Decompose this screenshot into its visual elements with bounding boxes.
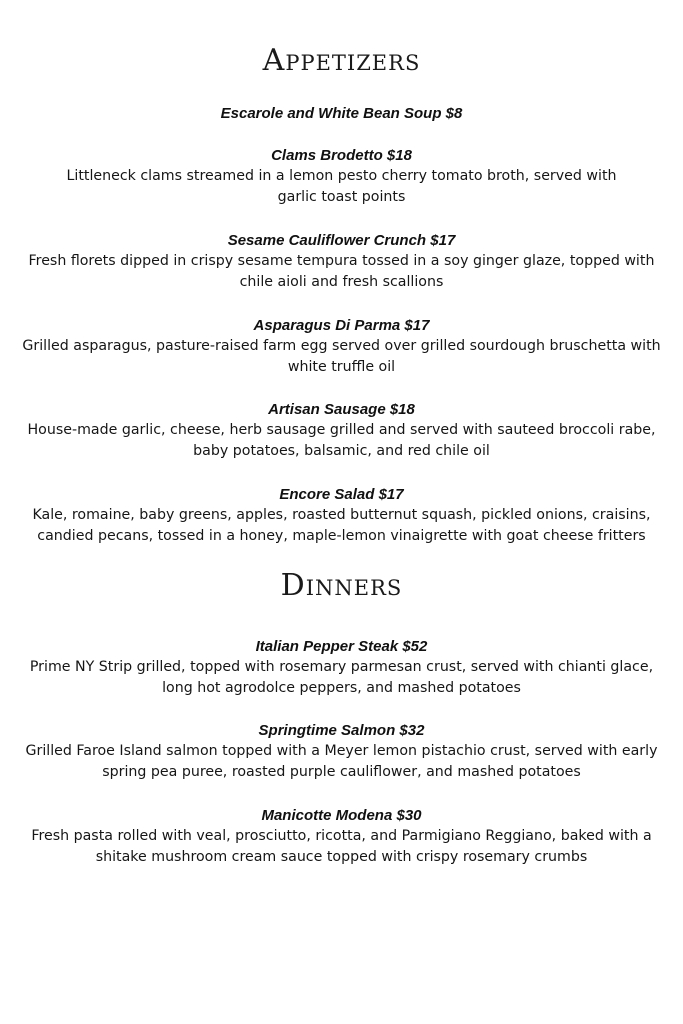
menu-item-springtime-salmon (4, 720, 679, 783)
item-name: Sesame Cauliflower Crunch $17 (227, 232, 456, 249)
item-description-line: Fresh pasta rolled with veal, prosciutto, ricotta, and Parmigiano Reggiano, baked with a (31, 828, 652, 844)
item-description-line: Fresh florets dipped in crispy sesame tempura tossed in a soy ginger glaze, topped with (28, 253, 655, 269)
menu-item-encore-salad (4, 484, 679, 547)
appetizers-heading: Appetizers (262, 43, 421, 78)
dinners-heading: Dinners (280, 568, 403, 603)
item-description-line: Grilled Faroe Island salmon topped with a Meyer lemon pistachio crust, served with early (25, 743, 658, 759)
item-description-line: Littleneck clams streamed in a lemon pesto cherry tomato broth, served with (66, 168, 617, 184)
item-description-line: baby potatoes, balsamic, and red chile oil (193, 443, 490, 459)
item-name: Asparagus Di Parma $17 (253, 317, 430, 334)
menu-item-clams-brodetto (4, 145, 679, 208)
item-description-line: candied pecans, tossed in a honey, maple-lemon vinaigrette with goat cheese fritters (37, 528, 646, 544)
item-name: Escarole and White Bean Soup $8 (220, 105, 463, 122)
item-description-line: Grilled asparagus, pasture-raised farm egg served over grilled sourdough bruschetta with (22, 338, 661, 354)
item-description-line: Prime NY Strip grilled, topped with rosemary parmesan crust, served with chianti glace, (29, 659, 654, 675)
item-description-line: Kale, romaine, baby greens, apples, roasted butternut squash, pickled onions, craisins, (32, 507, 651, 523)
menu-item-manicotte-modena (4, 805, 679, 868)
item-description-line: white truffle oil (287, 359, 396, 375)
item-description-line: garlic toast points (277, 189, 406, 205)
item-name: Springtime Salmon $32 (258, 722, 425, 739)
item-name: Artisan Sausage $18 (268, 401, 415, 418)
menu-item-artisan-sausage (4, 399, 679, 462)
item-name: Encore Salad $17 (279, 486, 404, 503)
item-description-line: chile aioli and fresh scallions (239, 274, 444, 290)
menu-item-asparagus-di-parma (4, 315, 679, 378)
item-name: Clams Brodetto $18 (271, 147, 412, 164)
item-name: Italian Pepper Steak $52 (255, 638, 428, 655)
menu-item-sesame-cauliflower (4, 230, 679, 293)
item-description-line: long hot agrodolce peppers, and mashed potatoes (162, 680, 521, 696)
item-name: Manicotte Modena $30 (261, 807, 422, 824)
item-description-line: shitake mushroom cream sauce topped with crispy rosemary crumbs (95, 849, 588, 865)
menu-item-italian-pepper-steak (4, 636, 679, 699)
item-description-line: spring pea puree, roasted purple cauliflower, and mashed potatoes (102, 764, 581, 780)
item-description-line: House-made garlic, cheese, herb sausage grilled and served with sauteed broccoli rabe, (27, 422, 656, 438)
menu-item-escarole-soup (4, 103, 679, 124)
